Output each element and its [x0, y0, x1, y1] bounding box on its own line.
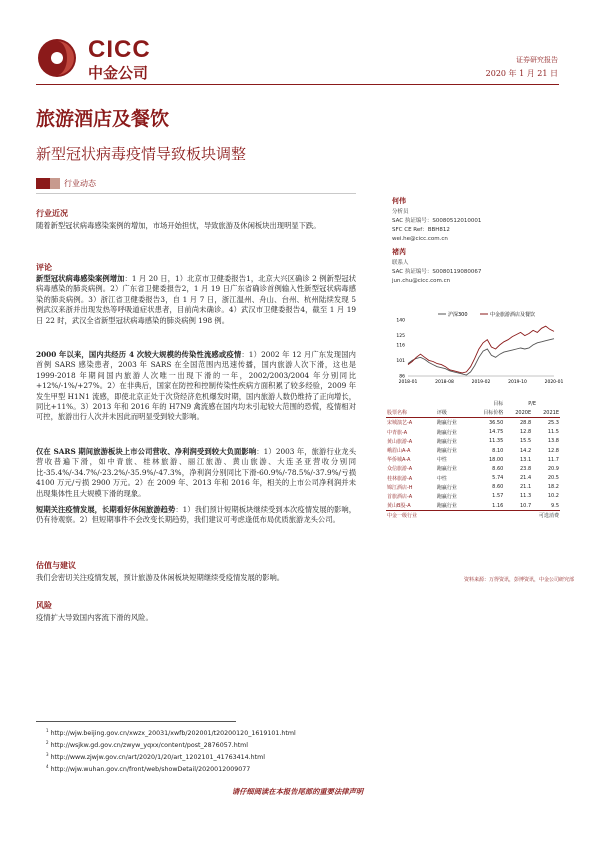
risk-heading: 风险 — [36, 600, 52, 610]
analyst-sfc: SFC CE Ref：BBH812 — [392, 227, 450, 233]
table-row — [386, 492, 560, 501]
source-note: 资料来源：万得资讯，彭博资讯，中金公司研究部 — [464, 577, 575, 583]
footnote-3[interactable] — [46, 752, 265, 761]
stock-pe-2020: 21.1 — [520, 484, 532, 491]
comment-paragraph-4 — [36, 505, 356, 526]
stock-target: 14.75 — [488, 429, 504, 436]
series-line-industry — [408, 326, 554, 373]
y-tick-label: 86 — [399, 374, 405, 380]
last-row-note: 可选消费 — [538, 513, 559, 520]
analyst-sac: SAC 执证编号：S0080512010001 — [392, 218, 482, 224]
paragraph-body: ：1）2002 年 12 月广东发现国内首例 SARS 感染患者，2003 年 SARS 在全国范围内迅速传播，国内旅游人次下滑，这也是 1999-2018 年期间国内旅游人次唯一出现下滑的一年，2002/2003/2004 年分别同比+12%/-1%/+27%。2）在非典后，国家在防控和控制传染性疾病方面积累了较多经验，2009 年发生甲型 H1N1 流感，即使北京正处于次贷经济危机爆发时期，国内旅游人数仍维持了正向增长，同比+11%。3）2013 年和 2016 年的 H7N9 禽流感在国内均未引起较大范围的恐慌，疫情相对可控，旅游出行人次并未因此而明显受到较大影响。 — [36, 350, 356, 422]
stock-pe-2021: 12.8 — [547, 447, 559, 454]
footnote-num: 4 — [46, 764, 49, 769]
stock-target: 8.10 — [492, 447, 504, 454]
table-row — [386, 446, 560, 455]
table-row — [386, 464, 560, 473]
last-row-label: 中金一级行业 — [387, 513, 418, 520]
stock-pe-2020: 12.8 — [520, 429, 532, 436]
footnote-4[interactable] — [46, 764, 250, 773]
stock-target: 36.50 — [488, 419, 504, 426]
report-date: 2020 年 1 月 21 日 — [485, 69, 558, 78]
x-tick-label: 2019-10 — [508, 380, 527, 385]
stock-name: 众信旅游-A — [387, 466, 413, 473]
analyst-name-2: 褚芮 — [392, 247, 406, 256]
y-tick-label: 140 — [396, 318, 405, 324]
paragraph-body: ：1 月 20 日，1）北京市卫健委报告1，北京大兴区确诊 2 例新型冠状病毒感染的肺炎病例。2）广东省卫健委报告2，1 月 19 日广东省确诊首例输入性新型冠状病毒感染的肺炎病例。3）浙江省卫健委报告3，自 1 月 7 日，浙江温州、舟山、台州、杭州陆续发现 5 例武汉来浙并出现发热等呼吸道症状患者，目前尚未确诊。4）武汉市卫健委报告4，截至 1 月 19 日 22 时，武汉全省新型冠状病毒感染的肺炎病例 198 例。 — [36, 274, 356, 325]
stock-pe-2020: 10.7 — [520, 502, 532, 509]
brand-en: CICC — [88, 36, 151, 63]
report-tag: 行业动态 — [64, 179, 96, 188]
footnote-url: http://www.zjwjw.gov.cn/art/2020/1/20/art_1202101_41763414.html — [50, 754, 266, 762]
stock-rating: 跑赢行业 — [436, 503, 457, 510]
stock-rating: 跑赢行业 — [436, 420, 457, 427]
valuation-text: 我们会密切关注疫情发展，预计旅游及休闲板块短期继续受疫情发展的影响。 — [36, 573, 285, 582]
stock-pe-2021: 13.8 — [547, 438, 559, 445]
stock-pe-2021: 25.3 — [547, 419, 559, 426]
chart-legend — [438, 311, 535, 318]
col-2021e: 2021E — [543, 409, 559, 416]
legal-footer: 请仔细阅读在本报告尾部的重要法律声明 — [231, 787, 364, 796]
header-divider — [36, 84, 559, 85]
stock-pe-2020: 14.2 — [520, 447, 532, 454]
stock-target: 8.60 — [492, 484, 504, 491]
performance-chart — [386, 306, 564, 388]
y-tick-label: 116 — [396, 343, 405, 349]
col-target: 目标价格 — [483, 410, 504, 417]
col-rating: 评级 — [436, 410, 447, 417]
stock-table — [386, 399, 560, 520]
stock-name: 峨眉山A-A — [387, 448, 411, 455]
analyst-email[interactable]: jun.chu@cicc.com.cn — [392, 278, 451, 284]
footnote-num: 3 — [46, 752, 49, 757]
stock-name: 锦江酒店-H — [387, 484, 413, 491]
stock-rating: 跑赢行业 — [436, 493, 457, 500]
brand-cn: 中金公司 — [88, 64, 149, 82]
analyst-email[interactable]: wei.he@cicc.com.cn — [392, 236, 448, 242]
stock-target: 11.35 — [488, 438, 504, 445]
x-tick-label: 2019-02 — [471, 380, 491, 385]
footnote-2[interactable] — [46, 740, 248, 749]
overview-heading: 行业近况 — [36, 208, 68, 218]
tag-marker — [36, 178, 50, 189]
stock-target: 18.00 — [488, 456, 504, 463]
footnote-divider — [36, 721, 236, 722]
table-row — [386, 437, 560, 446]
analyst-sac: SAC 执证编号：S0080119080067 — [392, 269, 482, 275]
analyst-role: 联系人 — [392, 260, 409, 266]
stock-name: 黄山旅游-A — [387, 438, 413, 445]
page-subtitle: 新型冠状病毒疫情导致板块调整 — [36, 145, 247, 163]
paragraph-lead: 短期关注疫情发展，长期看好休闲旅游趋势 — [36, 505, 176, 514]
stock-rating: 跑赢行业 — [436, 466, 457, 473]
table-row — [386, 501, 560, 511]
chart-series — [408, 326, 554, 375]
comment-paragraph-2 — [36, 350, 356, 423]
footnote-1[interactable] — [46, 728, 296, 737]
stock-name: 华侨城A-A — [387, 457, 411, 464]
table-row — [386, 428, 560, 437]
analyst-block-2 — [392, 259, 481, 286]
table-row — [386, 474, 560, 483]
valuation-heading: 估值与建议 — [36, 560, 76, 570]
stock-rating: 中性 — [436, 457, 447, 464]
footnote-url: http://wsjkw.gd.gov.cn/zwyw_yqxx/content/post_2876057.html — [50, 742, 249, 750]
overview-text: 随着新型冠状病毒感染案例的增加，市场开始担忧，导致旅游及休闲板块出现明显下跌。 — [36, 221, 321, 230]
col-2020e: 2020E — [515, 409, 532, 416]
col-target-top: 目标 — [493, 401, 504, 408]
stock-pe-2021: 10.2 — [547, 493, 559, 500]
stock-name: 宋城演艺-A — [387, 420, 413, 427]
analyst-name-1: 何伟 — [392, 196, 406, 205]
legend-hs300: 沪深300 — [448, 312, 468, 318]
stock-pe-2020: 11.3 — [520, 493, 532, 500]
stock-rating: 跑赢行业 — [436, 484, 457, 491]
chart-grid — [396, 318, 563, 386]
stock-pe-2020: 21.4 — [520, 475, 532, 482]
stock-pe-2021: 18.2 — [547, 484, 559, 491]
x-tick-label: 2018-08 — [435, 380, 454, 385]
stock-name: 桂林旅游-A — [387, 475, 413, 482]
legend-industry: 中金旅游酒店及餐饮 — [490, 312, 536, 318]
stock-rating: 跑赢行业 — [436, 438, 457, 445]
report-type: 证券研究报告 — [516, 56, 558, 64]
paragraph-lead: 仅在 SARS 期间旅游板块上市公司营收、净利润受到较大负面影响 — [36, 447, 257, 456]
paragraph-lead: 2000 年以来，国内共经历 4 次较大规模的传染性流感或疫情 — [36, 350, 242, 359]
stock-rating: 跑赢行业 — [436, 448, 457, 455]
comment-paragraph-1 — [36, 274, 356, 326]
stock-pe-2021: 20.9 — [547, 465, 559, 472]
x-tick-label: 2018-01 — [398, 380, 418, 385]
tag-divider — [36, 193, 356, 194]
stock-target: 1.57 — [492, 493, 504, 500]
comment-heading: 评论 — [36, 262, 52, 272]
y-tick-label: 125 — [396, 334, 405, 340]
stock-name: 首旅酒店-A — [387, 493, 413, 500]
comment-paragraph-3 — [36, 447, 356, 499]
stock-pe-2021: 11.7 — [547, 456, 559, 463]
stock-pe-2020: 23.8 — [520, 465, 532, 472]
y-tick-label: 101 — [396, 358, 405, 364]
footnote-url: http://wjw.beijing.gov.cn/xwzx_20031/xwfb/202001/t20200120_1619101.html — [50, 730, 296, 738]
stock-target: 5.74 — [492, 475, 504, 482]
stock-rating: 中性 — [436, 475, 447, 482]
footnote-num: 1 — [46, 728, 49, 733]
stock-pe-2021: 11.5 — [547, 429, 559, 436]
stock-name: 中青旅-A — [387, 429, 408, 436]
risk-text: 疫情扩大导致国内客流下滑的风险。 — [36, 613, 153, 622]
footnote-num: 2 — [46, 740, 49, 745]
stock-target: 1.16 — [492, 502, 504, 509]
stock-pe-2020: 15.5 — [520, 438, 532, 445]
page-title: 旅游酒店及餐饮 — [36, 108, 170, 130]
stock-pe-2020: 28.8 — [520, 419, 532, 426]
col-pe: P/E — [528, 400, 537, 407]
paragraph-body: ：1）我们预计短期板块继续受到本次疫情发展的影响，仍有待观察。2）但短期事件不会改变长期趋势，我们建议可考虑逢低布局优质旅游龙头公司。 — [36, 505, 356, 525]
paragraph-lead: 新型冠状病毒感染案例增加 — [36, 274, 125, 283]
table-row — [386, 483, 560, 492]
table-row — [386, 418, 560, 428]
paragraph-body: ：1）2003 年，旅游行业龙头营收普遍下滑，如中青旅、桂林旅游、丽江旅游、黄山旅游、大连圣亚营收分别同比-35.4%/-34.7%/-23.2%/-35.9%/-47.3%，净利润分别同比下滑-60.9%/-78.5%/-37.9%/亏损 4100 万元/亏损 2900 万元。2）在 2009 年、2013 年和 2016 年，相关的上市公司净利润并未出现集体性且大规模下滑的现象。 — [36, 447, 357, 498]
col-name: 股票名称 — [387, 410, 408, 417]
cicc-logo-icon — [36, 37, 78, 79]
table-row — [386, 455, 560, 464]
stock-name: 黄山B股-A — [387, 503, 411, 510]
stock-target: 8.60 — [492, 465, 504, 472]
stock-pe-2020: 13.1 — [520, 456, 532, 463]
x-tick-label: 2020-01 — [544, 380, 564, 385]
footnote-url: http://wjw.wuhan.gov.cn/front/web/showDetail/2020012009077 — [50, 766, 251, 774]
tag-marker-light — [50, 178, 60, 189]
stock-pe-2021: 9.5 — [551, 502, 559, 509]
analyst-block-1 — [392, 208, 481, 244]
series-line-hs300 — [408, 339, 554, 375]
stock-rating: 跑赢行业 — [436, 429, 457, 436]
analyst-role: 分析员 — [392, 209, 409, 215]
stock-pe-2021: 20.5 — [547, 475, 559, 482]
